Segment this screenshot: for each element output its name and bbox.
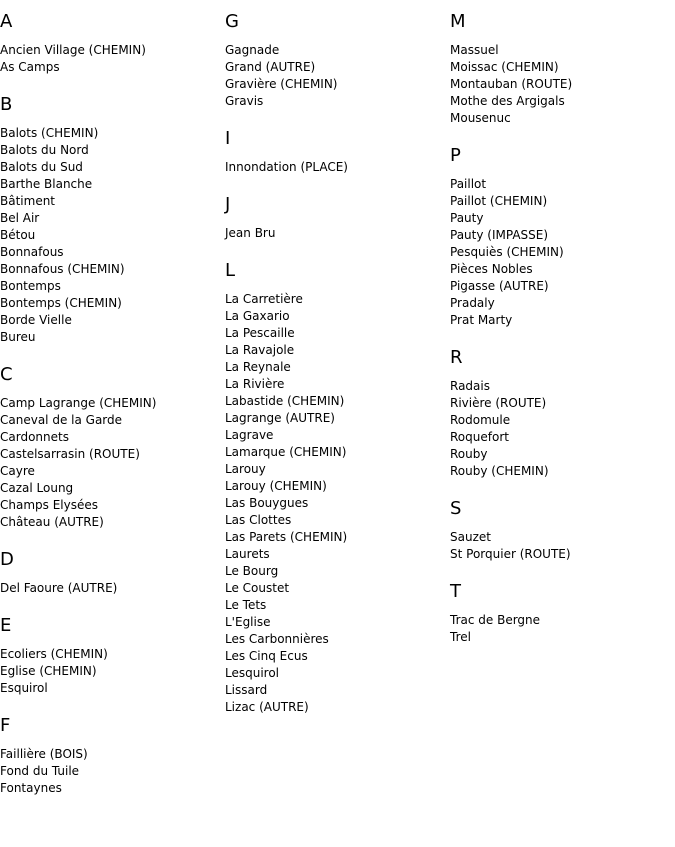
letter-heading: B [0, 94, 13, 115]
street-list-item[interactable]: St Porquier (ROUTE) [450, 547, 571, 561]
letter-group [0, 363, 220, 531]
letter-group [225, 10, 445, 110]
street-list-item[interactable]: Gravière (CHEMIN) [225, 77, 338, 91]
street-list-item[interactable]: Cazal Loung [0, 481, 74, 495]
street-list-item[interactable]: Lesquirol [225, 666, 280, 680]
street-list-item[interactable]: La Pescaille [225, 326, 295, 340]
street-list-item[interactable]: Camp Lagrange (CHEMIN) [0, 396, 157, 410]
street-list-item[interactable]: La Reynale [225, 360, 291, 374]
street-list-item[interactable]: Las Bouygues [225, 496, 309, 510]
street-list-item[interactable]: Castelsarrasin (ROUTE) [0, 447, 140, 461]
street-list-item[interactable]: Champs Elysées [0, 498, 98, 512]
street-list [0, 580, 220, 597]
street-list-item[interactable]: Prat Marty [450, 313, 513, 327]
street-list-item[interactable]: Balots du Sud [0, 160, 83, 174]
street-list-item[interactable]: Bontemps (CHEMIN) [0, 296, 122, 310]
street-list-item[interactable]: Cayre [0, 464, 35, 478]
letter-group [225, 127, 445, 176]
street-list-item[interactable]: Le Tets [225, 598, 267, 612]
street-list-item[interactable]: Pradaly [450, 296, 495, 310]
street-list-item[interactable]: Rivière (ROUTE) [450, 396, 547, 410]
street-list [450, 176, 670, 329]
street-list [450, 42, 670, 127]
letter-group [450, 346, 670, 480]
street-list-item[interactable]: Faillière (BOIS) [0, 747, 88, 761]
street-list-item[interactable]: Las Parets (CHEMIN) [225, 530, 348, 544]
street-list [0, 646, 220, 697]
street-list [450, 529, 670, 563]
letter-group [225, 193, 445, 242]
street-list [0, 746, 220, 797]
street-list [225, 159, 445, 176]
street-list-item[interactable]: Mousenuc [450, 111, 511, 125]
street-list-item[interactable]: Del Faoure (AUTRE) [0, 581, 118, 595]
street-list [225, 225, 445, 242]
street-list-item[interactable]: Trel [450, 630, 471, 644]
street-list-item[interactable]: Rodomule [450, 413, 511, 427]
street-list-item[interactable]: Lagrange (AUTRE) [225, 411, 335, 425]
street-list [225, 291, 445, 716]
street-list-item[interactable]: Caneval de la Garde [0, 413, 123, 427]
letter-group [0, 10, 220, 76]
street-list-item[interactable]: Pauty (IMPASSE) [450, 228, 549, 242]
street-list-item[interactable]: Labastide (CHEMIN) [225, 394, 345, 408]
street-list-item[interactable]: Lamarque (CHEMIN) [225, 445, 347, 459]
letter-group [450, 497, 670, 563]
street-list-item[interactable]: Esquirol [0, 681, 48, 695]
street-list-item[interactable]: Château (AUTRE) [0, 515, 104, 529]
letter-group [0, 93, 220, 346]
street-list-item[interactable]: Rouby (CHEMIN) [450, 464, 549, 478]
street-list-item[interactable]: Bontemps [0, 279, 61, 293]
column-1 [0, 10, 220, 814]
letter-heading: T [450, 581, 461, 602]
street-list [0, 42, 220, 76]
street-list-item[interactable]: Fontaynes [0, 781, 62, 795]
street-list-item[interactable]: Roquefort [450, 430, 509, 444]
letter-heading: M [450, 11, 466, 32]
street-list-item[interactable]: Sauzet [450, 530, 491, 544]
street-list-item[interactable]: La Carretière [225, 292, 303, 306]
letter-heading: P [450, 145, 461, 166]
street-list-item[interactable]: Bâtiment [0, 194, 56, 208]
street-list-item[interactable]: Larouy (CHEMIN) [225, 479, 327, 493]
letter-heading: E [0, 615, 12, 636]
street-list-item[interactable]: Las Clottes [225, 513, 292, 527]
street-list-item[interactable]: Bonnafous (CHEMIN) [0, 262, 125, 276]
street-list-item[interactable]: Lissard [225, 683, 268, 697]
street-list-item[interactable]: Balots du Nord [0, 143, 89, 157]
street-list-item[interactable]: Trac de Bergne [450, 613, 541, 627]
street-list-item[interactable]: Gravis [225, 94, 264, 108]
street-list-item[interactable]: Le Coustet [225, 581, 290, 595]
letter-group [450, 144, 670, 329]
street-list-item[interactable]: Barthe Blanche [0, 177, 93, 191]
letter-group [225, 259, 445, 716]
street-list-item[interactable]: L'Eglise [225, 615, 271, 629]
letter-heading: A [0, 11, 13, 32]
street-list-item[interactable]: Montauban (ROUTE) [450, 77, 573, 91]
letter-group [0, 614, 220, 697]
street-list-item[interactable]: Ecoliers (CHEMIN) [0, 647, 108, 661]
street-list-item[interactable]: Bel Air [0, 211, 40, 225]
street-list-item[interactable]: Pièces Nobles [450, 262, 533, 276]
street-list-item[interactable]: Larouy [225, 462, 266, 476]
column-3 [450, 10, 670, 663]
street-list [0, 395, 220, 531]
street-list-item[interactable]: Moissac (CHEMIN) [450, 60, 559, 74]
street-list-item[interactable]: Balots (CHEMIN) [0, 126, 99, 140]
street-list-item[interactable]: Pesquiès (CHEMIN) [450, 245, 564, 259]
street-list-item[interactable]: Fond du Tuile [0, 764, 80, 778]
street-list-item[interactable]: Laurets [225, 547, 270, 561]
street-list-item[interactable]: Le Bourg [225, 564, 279, 578]
street-list-item[interactable]: Borde Vielle [0, 313, 72, 327]
street-list-item[interactable]: Massuel [450, 43, 499, 57]
letter-heading: F [0, 715, 11, 736]
letter-heading: I [225, 128, 231, 149]
street-list-item[interactable]: Gagnade [225, 43, 280, 57]
street-list-item[interactable]: Ancien Village (CHEMIN) [0, 43, 146, 57]
street-list-item[interactable]: Bonnafous [0, 245, 64, 259]
column-2 [225, 10, 445, 733]
letter-group [0, 548, 220, 597]
street-list-item[interactable]: Innondation (PLACE) [225, 160, 348, 174]
street-list-item[interactable]: Rouby [450, 447, 488, 461]
street-list-item[interactable]: Les Carbonnières [225, 632, 329, 646]
letter-heading: S [450, 498, 462, 519]
street-list-item[interactable]: Mothe des Argigals [450, 94, 565, 108]
letter-group [0, 714, 220, 797]
street-list-item[interactable]: La Gaxario [225, 309, 290, 323]
letter-heading: G [225, 11, 239, 32]
street-list-item[interactable]: Pigasse (AUTRE) [450, 279, 549, 293]
letter-heading: J [225, 194, 231, 215]
street-list-item[interactable]: Jean Bru [225, 226, 276, 240]
street-list-item[interactable]: La Ravajole [225, 343, 295, 357]
street-list-item[interactable]: Grand (AUTRE) [225, 60, 316, 74]
street-list-item[interactable]: Pauty [450, 211, 484, 225]
street-list-item[interactable]: As Camps [0, 60, 60, 74]
street-list-item[interactable]: Paillot (CHEMIN) [450, 194, 548, 208]
letter-group [450, 10, 670, 127]
street-list-item[interactable]: Eglise (CHEMIN) [0, 664, 97, 678]
street-list [450, 378, 670, 480]
street-list-item[interactable]: Bétou [0, 228, 36, 242]
street-list-item[interactable]: La Rivière [225, 377, 285, 391]
street-list [0, 125, 220, 346]
street-list-item[interactable]: Radais [450, 379, 490, 393]
street-list-item[interactable]: Paillot [450, 177, 487, 191]
letter-heading: C [0, 364, 13, 385]
street-list-item[interactable]: Lagrave [225, 428, 274, 442]
street-list-item[interactable]: Bureu [0, 330, 36, 344]
street-list-item[interactable]: Les Cinq Ecus [225, 649, 308, 663]
street-list-item[interactable]: Lizac (AUTRE) [225, 700, 309, 714]
letter-heading: D [0, 549, 14, 570]
letter-group [450, 580, 670, 646]
street-list [450, 612, 670, 646]
street-list [225, 42, 445, 110]
letter-heading: R [450, 347, 463, 368]
street-list-item[interactable]: Cardonnets [0, 430, 69, 444]
letter-heading: L [225, 260, 236, 281]
